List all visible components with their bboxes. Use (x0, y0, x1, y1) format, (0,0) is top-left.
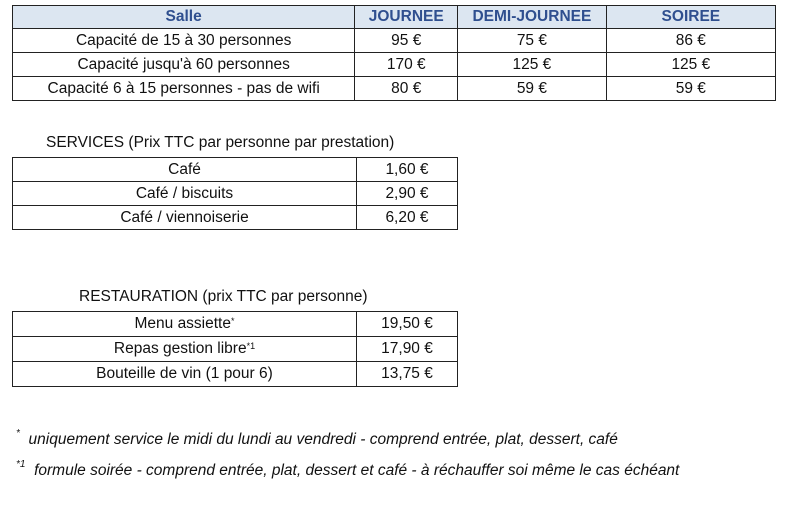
service-label: Café / viennoiserie (13, 206, 357, 230)
price-journee: 80 € (355, 77, 458, 101)
price-demi-journee: 75 € (458, 29, 607, 53)
table-row (13, 206, 458, 230)
table-row (13, 53, 776, 77)
table-row (13, 337, 458, 362)
price-soiree: 86 € (606, 29, 775, 53)
room-label: Capacité jusqu'à 60 personnes (13, 53, 355, 77)
footnote-text: uniquement service le midi du lundi au vendredi - comprend entrée, plat, dessert, café (28, 431, 618, 448)
service-label: Café (13, 158, 357, 182)
price-demi-journee: 125 € (458, 53, 607, 77)
price-soiree: 125 € (606, 53, 775, 77)
footnote-mark: *1 (246, 341, 256, 351)
meal-label: Repas gestion libre (113, 340, 247, 357)
header-soiree: SOIREE (606, 6, 775, 29)
price-demi-journee: 59 € (458, 77, 607, 101)
price-journee: 170 € (355, 53, 458, 77)
table-row (13, 29, 776, 53)
services-title: SERVICES (Prix TTC par personne par prestation) (46, 134, 395, 151)
restauration-table (12, 311, 458, 387)
services-table (12, 157, 458, 230)
footnote-mark: * (16, 428, 20, 439)
price-soiree: 59 € (606, 77, 775, 101)
restauration-title: RESTAURATION (prix TTC par personne) (79, 288, 368, 305)
table-row (13, 182, 458, 206)
footnote-mark: *1 (16, 459, 26, 470)
price-journee: 95 € (355, 29, 458, 53)
rooms-header-row (13, 6, 776, 29)
table-row (13, 362, 458, 387)
footnote-2 (16, 459, 756, 483)
header-demi-journee: DEMI-JOURNEE (458, 6, 607, 29)
rooms-pricing-table (12, 5, 776, 101)
footnote-mark: * (230, 316, 235, 326)
meal-price: 13,75 € (357, 362, 458, 387)
meal-label: Menu assiette (134, 315, 231, 332)
room-label: Capacité 6 à 15 personnes - pas de wifi (13, 77, 355, 101)
meal-cell (13, 337, 357, 362)
meal-cell (13, 362, 357, 387)
footnote-text: formule soirée - comprend entrée, plat, dessert et café - à réchauffer soi même le cas échéant (34, 462, 680, 479)
meal-cell (13, 312, 357, 337)
meal-price: 17,90 € (357, 337, 458, 362)
service-price: 1,60 € (357, 158, 458, 182)
table-row (13, 158, 458, 182)
service-price: 2,90 € (357, 182, 458, 206)
meal-label: Bouteille de vin (1 pour 6) (96, 365, 273, 382)
room-label: Capacité de 15 à 30 personnes (13, 29, 355, 53)
footnote-1 (16, 428, 618, 452)
header-journee: JOURNEE (355, 6, 458, 29)
table-row (13, 312, 458, 337)
header-salle: Salle (13, 6, 355, 29)
meal-price: 19,50 € (357, 312, 458, 337)
service-label: Café / biscuits (13, 182, 357, 206)
service-price: 6,20 € (357, 206, 458, 230)
table-row (13, 77, 776, 101)
